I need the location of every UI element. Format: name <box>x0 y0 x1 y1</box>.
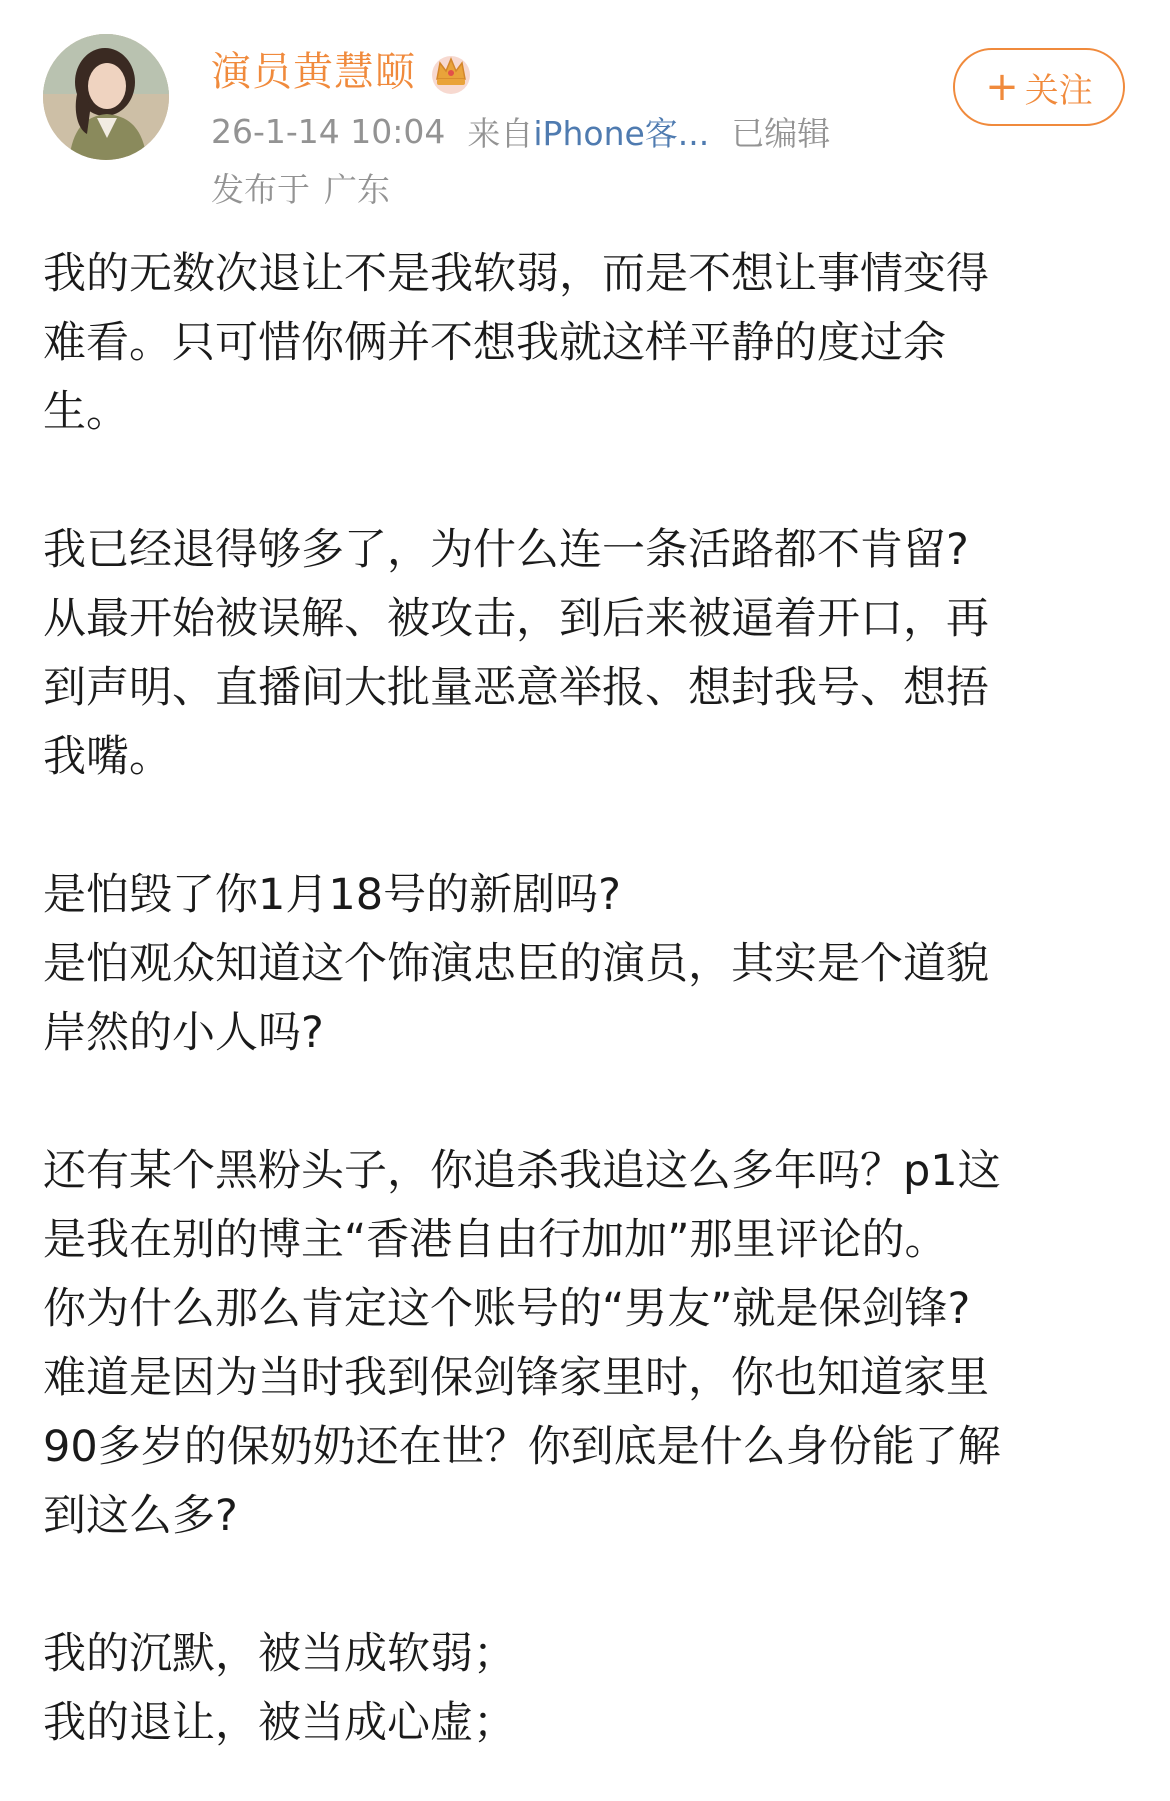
post-paragraph-3 <box>43 861 1133 1068</box>
paragraph-gap <box>43 447 1133 516</box>
post-line: 是我在别的博主“香港自由行加加”那里评论的。 <box>43 1215 948 1265</box>
post-body <box>43 240 1133 1758</box>
post-line: 我嘴。 <box>43 732 172 782</box>
location-label: 发布于 <box>211 169 310 209</box>
paragraph-gap <box>43 792 1133 861</box>
avatar-image <box>43 34 169 160</box>
location-value: 广东 <box>324 169 390 209</box>
post-line: 我的退让，被当成心虚； <box>43 1698 516 1748</box>
post-timestamp: 26-1-14 10:04 <box>211 111 446 151</box>
post-paragraph-4 <box>43 1137 1133 1551</box>
crown-icon <box>428 49 474 95</box>
post-line: 90多岁的保奶奶还在世？你到底是什么身份能了解 <box>43 1422 1001 1472</box>
post-line: 你为什么那么肯定这个账号的“男友”就是保剑锋? <box>43 1284 971 1334</box>
avatar[interactable] <box>43 34 169 160</box>
plus-icon: + <box>985 64 1019 110</box>
edited-label[interactable]: 已编辑 <box>731 113 831 153</box>
post-line: 我的沉默，被当成软弱； <box>43 1629 516 1679</box>
author-row <box>211 44 474 100</box>
post-header <box>0 0 1170 220</box>
post-paragraph-5 <box>43 1620 1133 1758</box>
follow-button[interactable] <box>953 48 1125 126</box>
post-location <box>211 164 390 210</box>
paragraph-gap <box>43 1068 1133 1137</box>
post-paragraph-1 <box>43 240 1133 447</box>
post-line: 我的无数次退让不是我软弱，而是不想让事情变得 <box>43 249 989 299</box>
paragraph-gap <box>43 1551 1133 1620</box>
post-line: 到声明、直播间大批量恶意举报、想封我号、想捂 <box>43 663 989 713</box>
post-line: 从最开始被误解、被攻击，到后来被逼着开口，再 <box>43 594 989 644</box>
follow-button-label: 关注 <box>1024 70 1093 111</box>
author-name[interactable]: 演员黄慧颐 <box>211 49 416 95</box>
post-line: 是怕观众知道这个饰演忠臣的演员，其实是个道貌 <box>43 939 989 989</box>
post-source <box>467 108 709 155</box>
post-line: 生。 <box>43 387 129 437</box>
post-line: 我已经退得够多了，为什么连一条活路都不肯留? <box>43 525 969 575</box>
post-line: 难看。只可惜你俩并不想我就这样平静的度过余 <box>43 318 946 368</box>
post-line: 到这么多? <box>43 1491 238 1541</box>
source-device-link[interactable]: iPhone客... <box>533 113 710 153</box>
post-paragraph-2 <box>43 516 1133 792</box>
post-line: 还有某个黑粉头子，你追杀我追这么多年吗？p1这 <box>43 1146 1001 1196</box>
post-line: 是怕毁了你1月18号的新剧吗? <box>43 870 621 920</box>
post-meta <box>211 108 830 154</box>
post-line: 岸然的小人吗? <box>43 1008 324 1058</box>
post-line: 难道是因为当时我到保剑锋家里时，你也知道家里 <box>43 1353 989 1403</box>
source-prefix: 来自 <box>467 113 534 153</box>
